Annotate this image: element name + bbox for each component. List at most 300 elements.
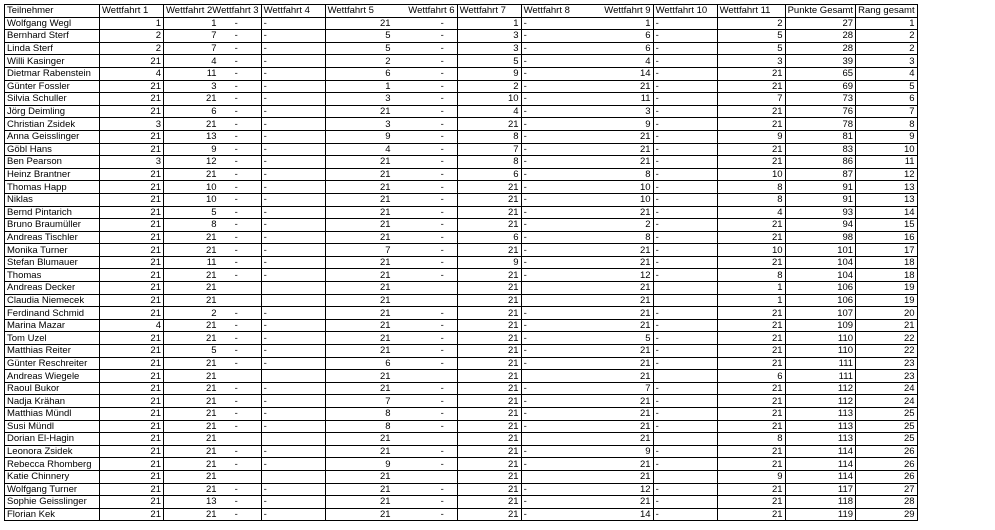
race-5-points: 21 (380, 370, 391, 382)
race-4-marker: - (261, 80, 325, 93)
total-points: 109 (785, 319, 855, 332)
race-3-marker: - (234, 446, 238, 458)
table-row (5, 294, 918, 307)
participant-name: Andreas Wiegele (5, 370, 100, 383)
race-9-points: 9 (645, 118, 651, 130)
race-5-6-cell (325, 370, 457, 383)
race-5-6-cell (325, 433, 457, 446)
race-5-6-cell (325, 332, 457, 345)
race-1-points: 21 (100, 231, 164, 244)
race-5-6-cell (325, 231, 457, 244)
race-4-marker: - (261, 105, 325, 118)
race-3-marker: - (234, 244, 238, 256)
race-5-points: 4 (385, 143, 391, 155)
header-wettfahrt-10: Wettfahrt 10 (653, 5, 717, 18)
total-points: 113 (785, 433, 855, 446)
race-5-points: 21 (380, 219, 391, 231)
race-9-points: 1 (645, 17, 651, 29)
race-9-points: 21 (640, 80, 651, 92)
race-10-marker: - (653, 256, 717, 269)
race-4-marker: - (261, 244, 325, 257)
race-4-marker: - (261, 332, 325, 345)
race-5-6-cell (325, 244, 457, 257)
race-9-points: 14 (640, 68, 651, 80)
race-1-points: 21 (100, 219, 164, 232)
race-7-points: 2 (457, 80, 521, 93)
race-4-marker: - (261, 67, 325, 80)
race-4-marker: - (261, 130, 325, 143)
race-8-marker: - (523, 169, 527, 181)
race-9-points: 10 (640, 194, 651, 206)
overall-rank: 2 (856, 42, 918, 55)
race-2-3-cell (164, 130, 262, 143)
participant-name: Tom Uzel (5, 332, 100, 345)
race-5-points: 7 (385, 244, 391, 256)
race-1-points: 1 (100, 17, 164, 30)
overall-rank: 15 (856, 219, 918, 232)
race-8-9-cell (521, 445, 653, 458)
race-10-marker: - (653, 219, 717, 232)
race-6-marker: - (440, 395, 444, 407)
race-11-points: 4 (717, 206, 785, 219)
race-8-9-cell (521, 17, 653, 30)
race-1-points: 21 (100, 433, 164, 446)
table-row (5, 231, 918, 244)
race-11-points: 21 (717, 319, 785, 332)
race-2-points: 21 (206, 408, 217, 420)
race-11-points: 21 (717, 156, 785, 169)
overall-rank: 21 (856, 319, 918, 332)
total-points: 86 (785, 156, 855, 169)
participant-name: Thomas Happ (5, 181, 100, 194)
overall-rank: 8 (856, 118, 918, 131)
race-7-points: 21 (457, 470, 521, 483)
race-3-marker: - (234, 55, 238, 67)
race-1-points: 21 (100, 420, 164, 433)
table-row (5, 206, 918, 219)
participant-name: Bernhard Sterf (5, 30, 100, 43)
race-6-marker: - (440, 332, 444, 344)
race-1-points: 21 (100, 80, 164, 93)
race-5-points: 5 (385, 30, 391, 42)
header-wettfahrt-6: Wettfahrt 6 (408, 5, 455, 17)
race-8-9-cell (521, 193, 653, 206)
total-points: 28 (785, 30, 855, 43)
race-8-marker: - (523, 118, 527, 130)
race-5-points: 21 (380, 257, 391, 269)
race-9-points: 2 (645, 219, 651, 231)
race-5-points: 21 (380, 320, 391, 332)
race-5-points: 21 (380, 496, 391, 508)
race-7-points: 21 (457, 118, 521, 131)
participant-name: Katie Chinnery (5, 470, 100, 483)
race-4-marker: - (261, 445, 325, 458)
race-2-points: 21 (206, 231, 217, 243)
race-10-marker: - (653, 332, 717, 345)
race-8-marker: - (523, 420, 527, 432)
race-2-3-cell (164, 508, 262, 521)
race-9-points: 21 (640, 458, 651, 470)
race-7-points: 4 (457, 105, 521, 118)
race-5-points: 21 (380, 433, 391, 445)
overall-rank: 10 (856, 143, 918, 156)
race-10-marker: - (653, 55, 717, 68)
table-row (5, 307, 918, 320)
race-2-points: 21 (206, 370, 217, 382)
overall-rank: 6 (856, 93, 918, 106)
header-wettfahrt-2: Wettfahrt 2 (166, 5, 213, 17)
race-4-marker: - (261, 118, 325, 131)
race-8-9-cell (521, 496, 653, 509)
race-3-marker: - (234, 509, 238, 521)
race-10-marker: - (653, 67, 717, 80)
race-6-marker: - (440, 206, 444, 218)
race-5-points: 3 (385, 93, 391, 105)
race-10-marker: - (653, 244, 717, 257)
race-2-points: 21 (206, 471, 217, 483)
race-8-marker (524, 295, 538, 306)
race-4-marker: - (261, 382, 325, 395)
race-2-3-cell (164, 345, 262, 358)
table-row (5, 244, 918, 257)
overall-rank: 1 (856, 17, 918, 30)
race-5-points: 2 (385, 55, 391, 67)
total-points: 112 (785, 382, 855, 395)
race-8-marker: - (523, 345, 527, 357)
race-6-marker: - (440, 30, 444, 42)
total-points: 113 (785, 408, 855, 421)
race-11-points: 8 (717, 433, 785, 446)
race-10-marker: - (653, 508, 717, 521)
overall-rank: 25 (856, 408, 918, 421)
header-rang-gesamt: Rang gesamt (856, 5, 918, 18)
race-7-points: 21 (457, 319, 521, 332)
race-6-marker: - (440, 446, 444, 458)
race-7-points: 8 (457, 130, 521, 143)
participant-name: Marina Mazar (5, 319, 100, 332)
race-8-marker: - (523, 244, 527, 256)
race-10-marker: - (653, 408, 717, 421)
race-5-6-cell (325, 55, 457, 68)
race-10-marker: - (653, 130, 717, 143)
race-5-6-cell (325, 130, 457, 143)
table-row (5, 30, 918, 43)
participant-name: Stefan Blumauer (5, 256, 100, 269)
race-9-points: 5 (645, 332, 651, 344)
total-points: 114 (785, 458, 855, 471)
race-8-marker: - (523, 357, 527, 369)
race-8-marker: - (523, 408, 527, 420)
total-points: 107 (785, 307, 855, 320)
participant-name: Thomas (5, 269, 100, 282)
race-5-points: 21 (380, 282, 391, 294)
race-2-3-cell (164, 193, 262, 206)
race-4-marker (261, 433, 325, 446)
table-row (5, 193, 918, 206)
header-teilnehmer: Teilnehmer (5, 5, 100, 18)
race-5-points: 21 (380, 206, 391, 218)
race-6-marker: - (440, 169, 444, 181)
race-5-6-cell (325, 395, 457, 408)
overall-rank: 26 (856, 470, 918, 483)
race-8-marker: - (523, 80, 527, 92)
race-5-6-cell (325, 282, 457, 295)
race-8-marker: - (523, 156, 527, 168)
race-8-9-cell (521, 206, 653, 219)
race-6-marker: - (440, 269, 444, 281)
race-5-points: 21 (380, 383, 391, 395)
race-5-points: 21 (380, 17, 391, 29)
race-8-marker: - (523, 43, 527, 55)
race-7-points: 21 (457, 458, 521, 471)
race-2-points: 1 (211, 17, 217, 29)
race-8-9-cell (521, 67, 653, 80)
race-9-points: 21 (640, 471, 651, 483)
race-6-marker: - (440, 257, 444, 269)
race-5-6-cell (325, 118, 457, 131)
race-4-marker: - (261, 156, 325, 169)
race-2-points: 13 (206, 131, 217, 143)
participant-name: Wolfgang Turner (5, 483, 100, 496)
participant-name: Raoul Bukor (5, 382, 100, 395)
race-3-marker: - (234, 496, 238, 508)
race-2-points: 7 (211, 30, 217, 42)
race-3-marker: - (234, 257, 238, 269)
race-4-marker: - (261, 319, 325, 332)
race-4-marker: - (261, 143, 325, 156)
race-1-points: 21 (100, 193, 164, 206)
participant-name: Nadja Krähan (5, 395, 100, 408)
race-1-points: 21 (100, 408, 164, 421)
participant-name: Bruno Braumüller (5, 219, 100, 232)
race-2-3-cell (164, 219, 262, 232)
table-row (5, 382, 918, 395)
race-7-points: 21 (457, 307, 521, 320)
race-6-marker: - (440, 118, 444, 130)
race-9-points: 4 (645, 55, 651, 67)
race-4-marker: - (261, 93, 325, 106)
race-2-3-cell (164, 370, 262, 383)
race-8-9-cell (521, 30, 653, 43)
race-11-points: 5 (717, 42, 785, 55)
race-8-9-cell (521, 470, 653, 483)
table-row (5, 357, 918, 370)
race-8-9-cell (521, 345, 653, 358)
race-8-marker (524, 371, 538, 382)
race-10-marker: - (653, 307, 717, 320)
total-points: 106 (785, 294, 855, 307)
race-11-points: 9 (717, 470, 785, 483)
race-11-points: 21 (717, 458, 785, 471)
race-6-marker: - (440, 106, 444, 118)
race-10-marker: - (653, 168, 717, 181)
race-4-marker (261, 370, 325, 383)
race-11-points: 21 (717, 408, 785, 421)
header-wettfahrt-1: Wettfahrt 1 (100, 5, 164, 18)
race-11-points: 8 (717, 269, 785, 282)
race-2-points: 21 (206, 169, 217, 181)
race-2-points: 21 (206, 269, 217, 281)
overall-rank: 23 (856, 357, 918, 370)
race-9-points: 21 (640, 370, 651, 382)
race-2-3-cell (164, 332, 262, 345)
race-6-marker (441, 471, 455, 482)
race-8-marker: - (523, 181, 527, 193)
race-2-points: 3 (211, 80, 217, 92)
race-5-6-cell (325, 193, 457, 206)
race-11-points: 21 (717, 357, 785, 370)
header-wettfahrt-11: Wettfahrt 11 (717, 5, 785, 18)
race-11-points: 21 (717, 307, 785, 320)
race-8-9-cell (521, 332, 653, 345)
race-5-points: 8 (385, 408, 391, 420)
race-9-points: 21 (640, 257, 651, 269)
race-3-marker: - (234, 131, 238, 143)
race-7-points: 21 (457, 433, 521, 446)
participant-name: Günter Fossler (5, 80, 100, 93)
race-3-marker: - (234, 269, 238, 281)
participant-name: Wolfgang Wegl (5, 17, 100, 30)
race-7-points: 21 (457, 219, 521, 232)
race-9-points: 21 (640, 294, 651, 306)
race-1-points: 21 (100, 256, 164, 269)
race-2-3-cell (164, 93, 262, 106)
race-8-marker: - (523, 458, 527, 470)
race-8-marker: - (523, 496, 527, 508)
race-8-marker: - (523, 231, 527, 243)
participant-name: Sophie Geisslinger (5, 496, 100, 509)
total-points: 98 (785, 231, 855, 244)
race-6-marker: - (440, 194, 444, 206)
race-5-6-cell (325, 256, 457, 269)
race-2-points: 12 (206, 156, 217, 168)
race-6-marker: - (440, 143, 444, 155)
race-5-6-cell (325, 508, 457, 521)
race-2-points: 21 (206, 420, 217, 432)
race-10-marker: - (653, 382, 717, 395)
race-6-marker: - (440, 420, 444, 432)
race-8-9-cell (521, 244, 653, 257)
race-3-marker: - (234, 143, 238, 155)
total-points: 87 (785, 168, 855, 181)
race-9-points: 21 (640, 345, 651, 357)
race-6-marker (441, 371, 455, 382)
race-5-6-cell (325, 382, 457, 395)
race-4-marker: - (261, 357, 325, 370)
total-points: 28 (785, 42, 855, 55)
race-2-3-cell (164, 55, 262, 68)
race-7-points: 21 (457, 181, 521, 194)
race-5-6-cell (325, 458, 457, 471)
race-9-points: 21 (640, 143, 651, 155)
table-row (5, 483, 918, 496)
race-4-marker (261, 282, 325, 295)
race-2-points: 21 (206, 294, 217, 306)
race-3-marker: - (234, 194, 238, 206)
table-row (5, 470, 918, 483)
race-1-points: 21 (100, 496, 164, 509)
overall-rank: 20 (856, 307, 918, 320)
overall-rank: 16 (856, 231, 918, 244)
race-11-points: 21 (717, 395, 785, 408)
race-2-3-cell (164, 496, 262, 509)
race-10-marker: - (653, 17, 717, 30)
race-3-marker: - (234, 345, 238, 357)
race-1-points: 21 (100, 458, 164, 471)
participant-name: Niklas (5, 193, 100, 206)
race-4-marker: - (261, 269, 325, 282)
total-points: 101 (785, 244, 855, 257)
race-3-marker: - (234, 106, 238, 118)
race-2-3-cell (164, 168, 262, 181)
table-row (5, 269, 918, 282)
race-8-9-cell (521, 458, 653, 471)
overall-rank: 11 (856, 156, 918, 169)
results-table (4, 4, 918, 521)
race-3-marker: - (234, 231, 238, 243)
race-7-points: 1 (457, 17, 521, 30)
header-wettfahrt-7: Wettfahrt 7 (457, 5, 521, 18)
race-1-points: 2 (100, 30, 164, 43)
race-6-marker: - (440, 383, 444, 395)
race-1-points: 21 (100, 382, 164, 395)
race-1-points: 2 (100, 42, 164, 55)
race-10-marker: - (653, 93, 717, 106)
header-punkte-gesamt: Punkte Gesamt (785, 5, 855, 18)
race-5-6-cell (325, 269, 457, 282)
race-8-9-cell (521, 143, 653, 156)
race-6-marker: - (440, 231, 444, 243)
race-6-marker: - (440, 345, 444, 357)
race-5-6-cell (325, 219, 457, 232)
race-11-points: 5 (717, 30, 785, 43)
race-8-9-cell (521, 294, 653, 307)
race-11-points: 21 (717, 219, 785, 232)
race-5-points: 21 (380, 471, 391, 483)
race-3-marker: - (234, 68, 238, 80)
participant-name: Monika Turner (5, 244, 100, 257)
race-1-points: 21 (100, 143, 164, 156)
race-9-points: 21 (640, 307, 651, 319)
race-3-marker: - (234, 320, 238, 332)
overall-rank: 13 (856, 193, 918, 206)
race-8-marker: - (523, 332, 527, 344)
race-11-points: 1 (717, 294, 785, 307)
race-2-points: 2 (211, 307, 217, 319)
race-1-points: 21 (100, 244, 164, 257)
race-6-marker: - (440, 219, 444, 231)
race-8-marker: - (523, 55, 527, 67)
total-points: 112 (785, 395, 855, 408)
race-2-points: 21 (206, 458, 217, 470)
race-10-marker (653, 294, 717, 307)
total-points: 65 (785, 67, 855, 80)
race-1-points: 21 (100, 445, 164, 458)
table-row (5, 168, 918, 181)
race-11-points: 6 (717, 370, 785, 383)
race-8-9-cell (521, 55, 653, 68)
race-7-points: 8 (457, 156, 521, 169)
participant-name: Matthias Mündl (5, 408, 100, 421)
participant-name: Anna Geisslinger (5, 130, 100, 143)
race-3-marker: - (234, 206, 238, 218)
participant-name: Dietmar Rabenstein (5, 67, 100, 80)
race-3-marker: - (234, 395, 238, 407)
table-row (5, 496, 918, 509)
race-2-3-cell (164, 483, 262, 496)
race-5-6-cell (325, 206, 457, 219)
race-8-9-cell (521, 231, 653, 244)
